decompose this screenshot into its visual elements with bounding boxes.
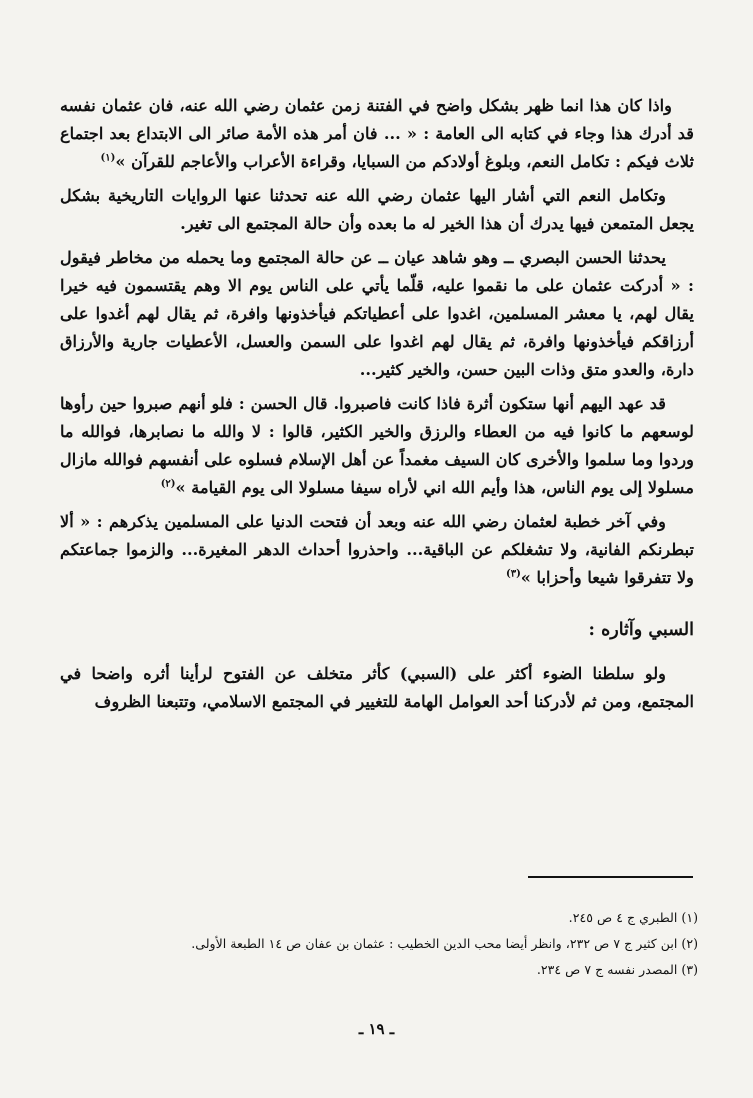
paragraph-3: يحدثنا الحسن البصري ــ وهو شاهد عيان ــ عن حالة المجتمع وما يحمله من مخاطر فيقول : « أدركت عثمان على ما نقموا عليه، قلّما يأتي على الناس يوم الا وهم يقتسمون فيه خيرا يقال لهم، يا معشر المسلمين، اغدوا على أعطياتكم فيأخذونها وافرة، ثم يقال لهم أغدوا على أرزاقكم فيأخذونها وافرة، ثم يقال لهم اغدوا على السمن والعسل، الأعطيات جارية والأرزاق دارة، والعدو متق وذات البين حسن، والخير كثير... [60, 248, 694, 379]
footnote-1: (١) الطبري ج ٤ ص ٢٤٥. [568, 910, 698, 925]
footnote-ref-1: (١) [100, 152, 116, 164]
paragraph-2: وتكامل النعم التي أشار اليها عثمان رضي الله عنه تحدثنا عنها الروايات التاريخية بشكل يجعل المتمعن فيها يدرك أن هذا الخير له ما بعده وأن حالة المجتمع الى تغير. [60, 186, 694, 233]
footnote-3: (٣) المصدر نفسه ج ٧ ص ٢٣٤. [536, 962, 698, 977]
paragraph-6: ولو سلطنا الضوء أكثر على (السبي) كأثر متخلف عن الفتوح لرأينا أثره واضحا في المجتمع، ومن ثم لأدركنا أحد العوامل الهامة للتغيير في المجتمع الاسلامي، وتتبعنا الظروف [60, 664, 694, 711]
paragraph-1-text: واذا كان هذا انما ظهر بشكل واضح في الفتنة زمن عثمان رضي الله عنه، فان عثمان نفسه قد أدرك هذا وجاء في كتابه الى العامة : « ... فان أمر هذه الأمة صائر الى الابتداع بعد اجتماع ثلاث فيكم : تكامل النعم، وبلوغ أولادكم من السبايا، وقراءة الأعراب والأعاجم للقرآن » [60, 96, 694, 171]
main-text [60, 92, 694, 722]
section-heading: السبي وآثاره : [588, 620, 694, 640]
footnote-ref-2: (٢) [160, 478, 176, 490]
paragraph-5 [60, 508, 694, 592]
paragraph-5-text: وفي آخر خطبة لعثمان رضي الله عنه وبعد أن فتحت الدنيا على المسلمين يذكرهم : « ألا تبطرنكم الفانية، ولا تشغلكم عن الباقية... واحذروا أحداث الدهر المغيرة... والزموا جماعتكم ولا تتفرقوا شيعا وأحزابا » [60, 512, 694, 587]
footnote-2: (٢) ابن كثير ج ٧ ص ٢٣٢، وانظر أيضا محب الدين الخطيب : عثمان بن عفان ص ١٤ الطبعة الأولى. [191, 936, 698, 951]
paragraph-4 [60, 390, 694, 502]
footnote-ref-3: (٣) [505, 568, 521, 580]
footnote-divider [528, 876, 693, 878]
paragraph-4-text: قد عهد اليهم أنها ستكون أثرة فاذا كانت فاصبروا. قال الحسن : فلو أنهم صبروا حين رأوها لوسعهم ما كانوا فيه من العطاء والرزق والخير الكثير، قالوا : لا والله ما نصابرها، فوالله ما وردوا وما سلموا والأخرى كان السيف مغمداً عن أهل الإسلام فسلوه على أنفسهم فوالله مازال مسلولا إلى يوم الناس، هذا وأيم الله اني لأراه سيفا مسلولا الى يوم القيامة » [60, 394, 694, 497]
page-number: ـ ١٩ ـ [358, 1020, 395, 1038]
paragraph-1 [60, 92, 694, 176]
footnotes [60, 905, 698, 983]
